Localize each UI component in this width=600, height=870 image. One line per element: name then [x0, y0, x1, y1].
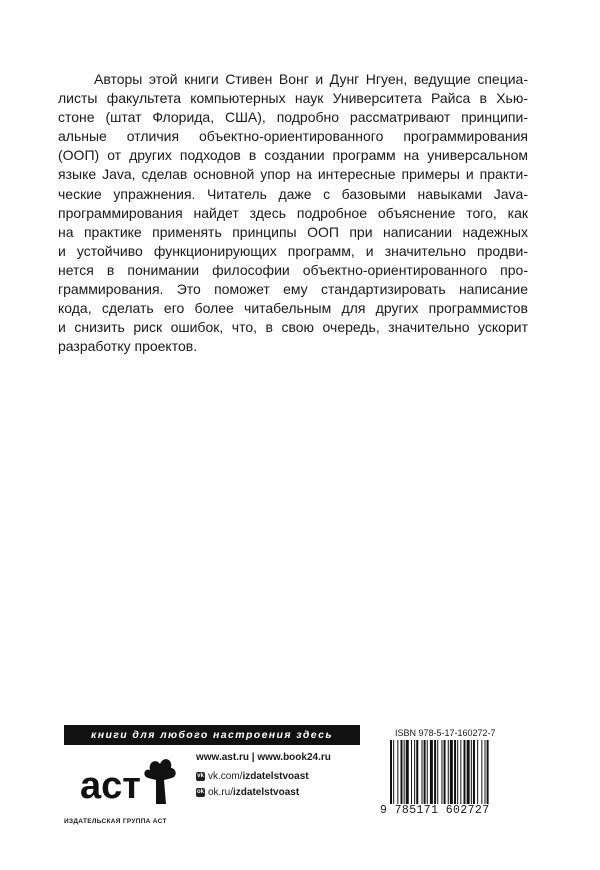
barcode-bar — [444, 740, 446, 804]
logo-wordmark: аст — [80, 765, 141, 807]
publisher-logo — [72, 752, 184, 816]
barcode-bar — [441, 740, 442, 804]
description-line: на практике применять принципы ООП при написании надежных — [58, 223, 528, 240]
isbn-barcode — [388, 740, 526, 804]
barcode-bar — [397, 740, 398, 804]
vk-icon: vk — [197, 773, 204, 779]
barcode-bar — [457, 740, 458, 804]
barcode-bar — [390, 740, 392, 804]
description-line: (ООП) от других подходов в создании программ на универсальном — [58, 147, 528, 164]
barcode-bar — [473, 740, 475, 804]
social-link-text: vk.com/izdatelstvoast — [208, 771, 309, 782]
barcode-bar — [471, 740, 472, 804]
publisher-tagline: книги для любого настроения здесь — [64, 725, 360, 745]
description-line: программирования найдет здесь подробное объяснение того, как — [58, 204, 528, 221]
description-line: нется в понимании философии объектно-ориентированного про- — [58, 261, 528, 278]
publisher-links — [196, 752, 331, 803]
barcode-bar — [485, 740, 486, 804]
barcode-bar — [477, 740, 478, 804]
description-line: листы факультета компьютерных наук Университета Райса в Хью- — [58, 90, 528, 107]
website-links[interactable]: www.ast.ru | www.book24.ru — [196, 752, 331, 763]
barcode-bar — [416, 740, 418, 804]
description-line: и снизить риск ошибок, что, в свою очередь, значительно ускорит — [58, 319, 528, 336]
barcode-bar — [404, 740, 405, 804]
social-link-ok[interactable] — [196, 787, 331, 798]
description-line: и устойчиво функционирующих программ, и значительно продви- — [58, 242, 528, 259]
description-line: языке Java, сделав основной упор на интересные примеры и практи- — [58, 166, 528, 183]
barcode-bar — [464, 740, 466, 804]
barcode-digits: 9 785171 602727 — [380, 804, 490, 817]
barcode-bar — [448, 740, 449, 804]
barcode-bar — [393, 740, 394, 804]
social-link-vk[interactable] — [196, 771, 331, 782]
barcode-bar — [467, 740, 470, 804]
social-link-text: ok.ru/izdatelstvoast — [208, 787, 300, 798]
description-line: стоне (штат Флорида, США), подробно рассматривают принципи- — [58, 109, 528, 126]
barcode-bar — [437, 740, 438, 804]
barcode-bar — [460, 740, 461, 804]
logo-cross-mark — [144, 759, 175, 804]
barcode-bar — [434, 740, 436, 804]
description-line: Авторы этой книги Стивен Вонг и Дунг Нгуен, ведущие специа- — [94, 71, 528, 87]
publisher-logo-caption: ИЗДАТЕЛЬСКАЯ ГРУППА АСТ — [64, 818, 167, 825]
isbn-label: ISBN 978-5-17-160272-7 — [395, 728, 496, 738]
barcode-bar — [481, 740, 482, 804]
barcode-bar — [422, 740, 423, 804]
description-line: разработку проектов. — [58, 338, 198, 355]
barcode-bar — [427, 740, 428, 804]
description-line: ческие упражнения. Читатель даже с базовыми навыками Java- — [58, 185, 528, 202]
back-cover-description — [58, 70, 528, 356]
barcode-bar — [454, 740, 456, 804]
barcode-bar — [430, 740, 433, 804]
description-line: граммирования. Это поможет ему стандартизировать написание — [58, 281, 528, 298]
barcode-bar — [401, 740, 403, 804]
barcode-bar — [406, 740, 409, 804]
ok-icon: ok — [196, 789, 204, 795]
barcode-bar — [414, 740, 415, 804]
description-line: альные отличия объектно-ориентированного программирования — [58, 128, 528, 145]
description-line: кода, сделать его более читабельным для других программистов — [58, 300, 528, 317]
barcode-bar — [450, 740, 453, 804]
barcode-bar — [424, 740, 426, 804]
barcode-bar — [487, 740, 489, 804]
barcode-bar — [411, 740, 412, 804]
